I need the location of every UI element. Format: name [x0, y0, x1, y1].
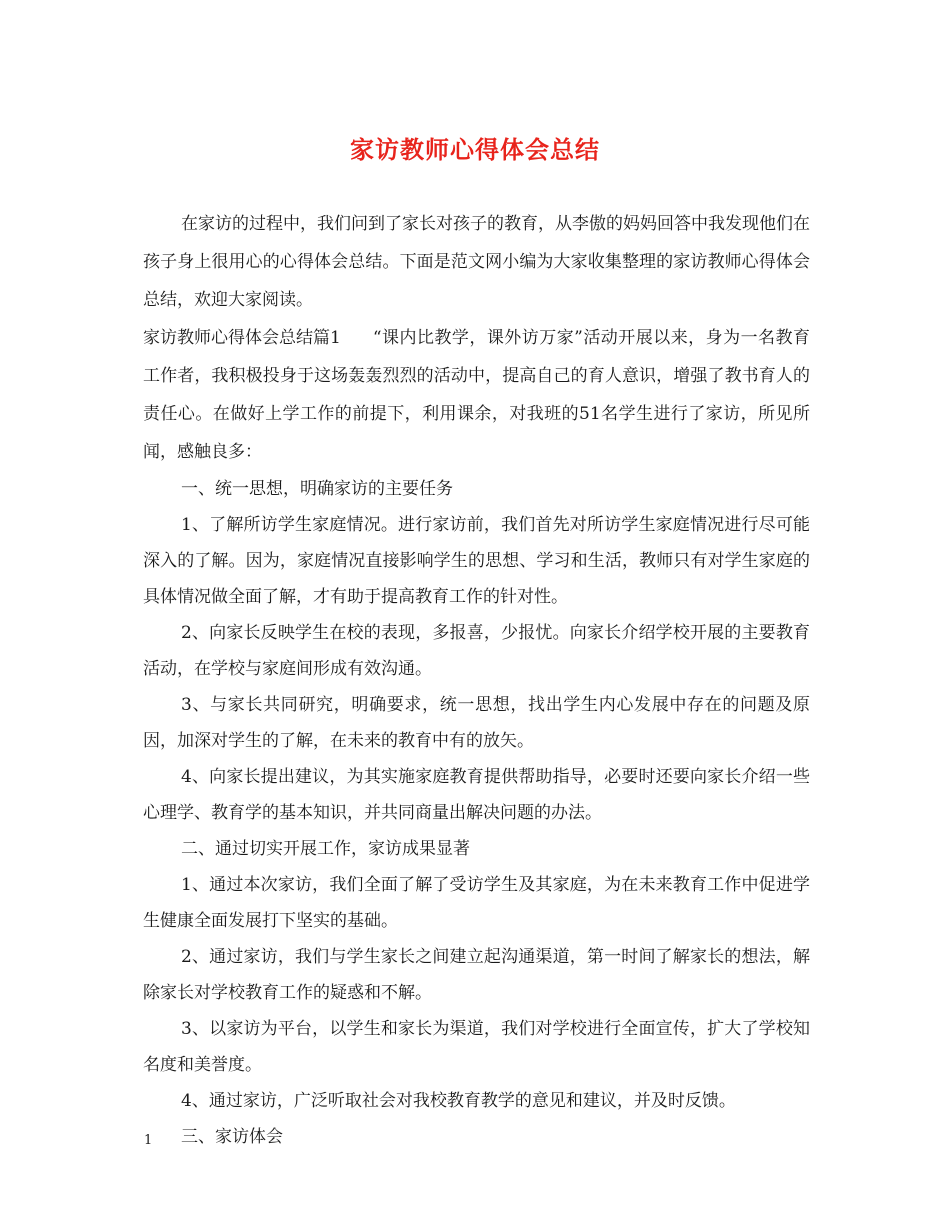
body-paragraph: 4、向家长提出建议，为其实施家庭教育提供帮助指导，必要时还要向家长介绍一些心理学、教育学的基本知识，并共同商量出解决问题的办法。	[143, 767, 810, 823]
body-paragraph: 4、通过家访，广泛听取社会对我校教育教学的意见和建议，并及时反馈。	[181, 1091, 736, 1111]
body-paragraph: 3、与家长共同研究，明确要求，统一思想，找出学生内心发展中存在的问题及原因，加深对学生的了解，在未来的教育中有的放矢。	[143, 695, 810, 751]
body-paragraph: 1、了解所访学生家庭情况。进行家访前，我们首先对所访学生家庭情况进行尽可能深入的了解。因为，家庭情况直接影响学生的思想、学习和生活，教师只有对学生家庭的具体情况做全面了解，才有助于提高教育工作的针对性。	[143, 515, 810, 607]
heading-2: 二、通过切实开展工作，家访成果显著	[181, 839, 470, 859]
section-label: 家访教师心得体会总结篇1	[143, 328, 341, 348]
section-paragraph	[143, 319, 810, 471]
heading-3: 三、家访体会	[181, 1127, 283, 1147]
section-lead: “课内比教学，课外访万家”活动开展以来，身为一名教育工作者，我积极投身于这场轰轰烈烈的活动中，提高自己的育人意识，增强了教书育人的责任心。在做好上学工作的前提下，利用课余，对我班的51名学生进行了家访，所见所闻，感触良多：	[143, 328, 810, 462]
page-number: 1	[144, 1133, 153, 1148]
intro-paragraph: 在家访的过程中，我们问到了家长对孩子的教育，从李傲的妈妈回答中我发现他们在孩子身上很用心的心得体会总结。下面是范文网小编为大家收集整理的家访教师心得体会总结，欢迎大家阅读。	[143, 214, 810, 310]
body-paragraph: 2、向家长反映学生在校的表现，多报喜，少报忧。向家长介绍学校开展的主要教育活动，在学校与家庭间形成有效沟通。	[143, 623, 810, 679]
body-paragraph: 1、通过本次家访，我们全面了解了受访学生及其家庭，为在未来教育工作中促进学生健康全面发展打下坚实的基础。	[143, 875, 810, 931]
document-title: 家访教师心得体会总结	[350, 136, 600, 164]
body-paragraph: 3、以家访为平台，以学生和家长为渠道，我们对学校进行全面宣传，扩大了学校知名度和美誉度。	[143, 1019, 810, 1075]
heading-1: 一、统一思想，明确家访的主要任务	[181, 479, 453, 499]
document-body	[143, 205, 810, 1155]
body-paragraph: 2、通过家访，我们与学生家长之间建立起沟通渠道，第一时间了解家长的想法，解除家长对学校教育工作的疑惑和不解。	[143, 947, 810, 1003]
